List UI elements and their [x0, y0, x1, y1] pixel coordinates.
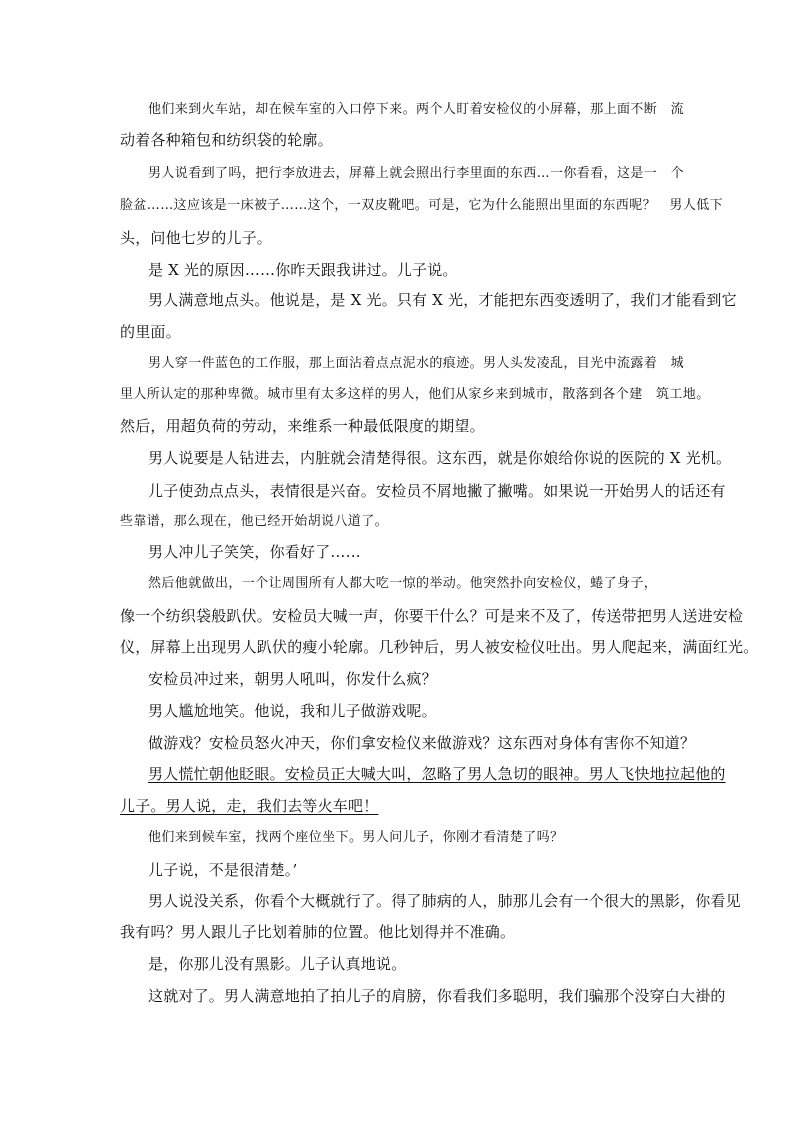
text-line: 然后他就做出，一个让周围所有人都大吃一惊的举动。他突然扑向安检仪，蜷了身子， [148, 576, 658, 591]
text-line: 男人冲儿子笑笑，你看好了…… [148, 543, 361, 561]
text-line: 脸盆……这应该是一床被子……这个，一双皮靴吧。可是，它为什么能照出里面的东西呢？ 男人低下 [120, 198, 724, 213]
text-line: 儿子使劲点点头，表情很是兴奋。安检员不屑地撇了撇嘴。如果说一开始男人的话还有 [148, 482, 726, 500]
text-line: 然后，用超负荷的劳动，来维系一种最低限度的期望。 [120, 417, 485, 435]
text-line: 男人尴尬地笑。他说，我和儿子做游戏呢。 [148, 702, 437, 720]
text-line: 男人满意地点头。他说是，是 X 光。只有 X 光，才能把东西变透明了，我们才能看到它 [148, 291, 737, 309]
text-line: 头，问他七岁的儿子。 [120, 229, 273, 247]
text-line: 他们来到候车室，找两个座位坐下。男人问儿子，你刚才看清楚了吗？ [148, 830, 564, 845]
text-line: 男人说要是人钻进去，内脏就会清楚得很。这东西，就是你娘给你说的医院的 X 光机。 [148, 449, 732, 467]
text-line: 像一个纺织袋般趴伏。安检员大喊一声，你要干什么？可是来不及了，传送带把男人送进安检 [120, 607, 744, 625]
text-line: 仪，屏幕上出现男人趴伏的瘦小轮廓。几秒钟后，男人被安检仪吐出。男人爬起来，满面红光。 [120, 638, 759, 656]
text-line: 动着各种箱包和纺织袋的轮廓。 [120, 131, 333, 149]
text-line: 里人所认定的那种卑微。城市里有太多这样的男人，他们从家乡来到城市，散落到各个建 筑工地。 [120, 387, 710, 402]
text-line: 他们来到火车站，却在候车室的入口停下来。两个人盯着安检仪的小屏幕，那上面不断 流 [148, 102, 685, 117]
text-line: 男人说没关系，你看个大概就行了。得了肺病的人，肺那儿会有一个很大的黑影，你看见 [148, 892, 741, 910]
text-line: 是 X 光的原因……你昨天跟我讲过。儿子说。 [148, 261, 458, 279]
text-line: 的里面。 [120, 323, 181, 341]
text-line: 安检员冲过来，朝男人吼叫，你发什么疯？ [148, 670, 437, 688]
text-line: 做游戏？安检员怒火冲天，你们拿安检仪来做游戏？这东西对身体有害你不知道？ [148, 734, 696, 752]
text-line: 男人说看到了吗，把行李放进去，屏幕上就会照出行李里面的东西…一你看看，这是一 个 [148, 166, 685, 181]
text-line: 些靠谱，那么现在，他已经开始胡说八道了。 [120, 514, 389, 529]
text-line: 儿子说，不是很清楚。’ [148, 861, 298, 879]
text-line-underlined: 儿子。男人说，走，我们去等火车吧！ [120, 797, 379, 815]
text-line: 男人穿一件蓝色的工作服，那上面沾着点点泥水的痕迹。男人头发凌乱，目光中流露着 城 [148, 356, 685, 371]
text-line: 我有吗？男人跟儿子比划着肺的位置。他比划得并不准确。 [120, 923, 516, 941]
text-line: 这就对了。男人满意地拍了拍儿子的肩膀，你看我们多聪明，我们骗那个没穿白大褂的 [148, 987, 726, 1005]
text-line: 是，你那儿没有黑影。儿子认真地说。 [148, 955, 407, 973]
text-line-underlined: 男人慌忙朝他眨眼。安检员正大喊大叫，忽略了男人急切的眼神。男人飞快地拉起他的 [148, 765, 726, 783]
